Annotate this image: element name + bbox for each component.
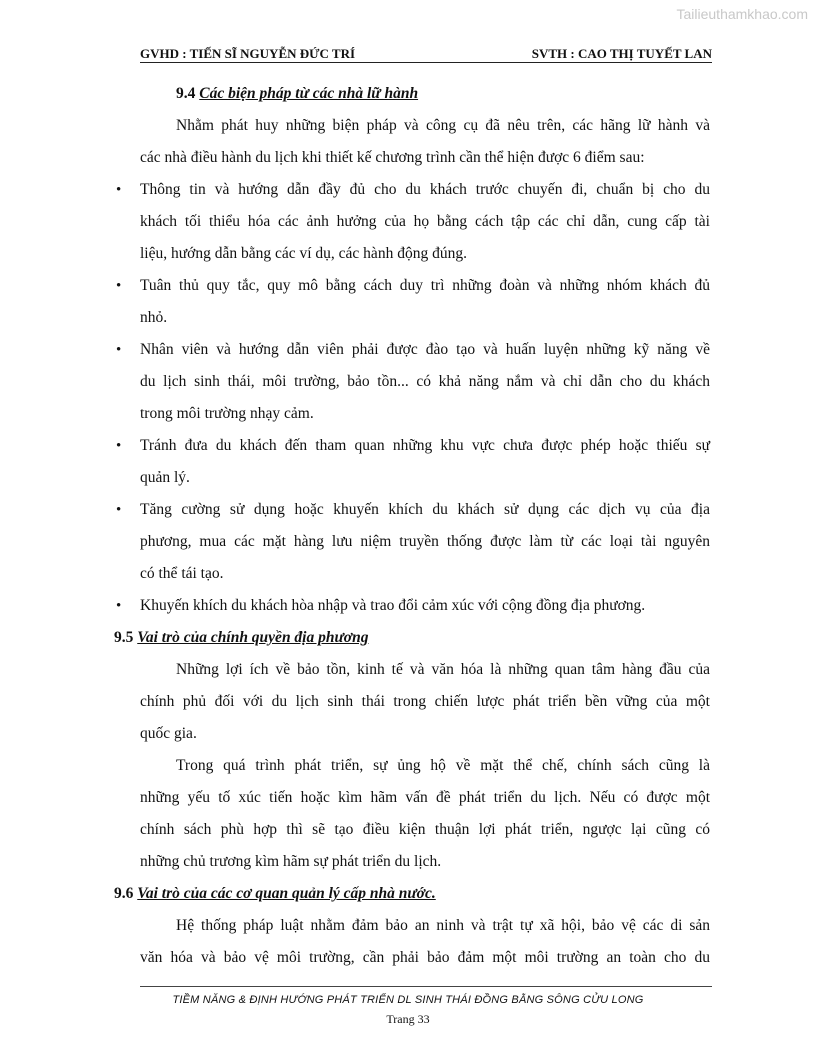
- paragraph-line: những chủ trương kìm hãm sự phát triển du lịch.: [140, 853, 442, 870]
- list-item-line: phương, mua các mặt hàng lưu niệm truyền thống được làm từ các loại tài nguyên: [140, 533, 710, 550]
- header-student: SVTH : CAO THỊ TUYẾT LAN: [531, 46, 712, 61]
- list-item-line: Tăng cường sử dụng hoặc khuyến khích du khách sử dụng các dịch vụ của địa: [140, 501, 710, 518]
- bullet-marker: •: [116, 598, 122, 614]
- section-number: 9.6: [114, 885, 138, 902]
- footer-title: TIỀM NĂNG & ĐỊNH HƯỚNG PHÁT TRIỂN DL SINH THÁI ĐỒNG BẰNG SÔNG CỬU LONG: [172, 994, 644, 1006]
- bullet-marker: •: [116, 342, 122, 358]
- paragraph-line: Những lợi ích về bảo tồn, kinh tế và văn hóa là những quan tâm hàng đầu của: [176, 661, 710, 678]
- bullet-marker: •: [116, 182, 122, 198]
- bullet-marker: •: [116, 438, 122, 454]
- section-number: 9.5: [114, 629, 138, 646]
- header-instructor: GVHD : TIẾN SĨ NGUYỄN ĐỨC TRÍ: [140, 46, 356, 61]
- list-item-line: trong môi trường nhạy cảm.: [140, 405, 314, 422]
- watermark: Tailieuthamkhao.com: [676, 6, 808, 22]
- footer-divider: [140, 986, 712, 987]
- section-title: Vai trò của các cơ quan quản lý cấp nhà nước.: [137, 885, 436, 902]
- page-number: Trang 33: [386, 1012, 430, 1026]
- list-item-line: quản lý.: [140, 469, 190, 486]
- paragraph-line: quốc gia.: [140, 725, 197, 742]
- list-item-line: khách tối thiểu hóa các ảnh hưởng của họ bằng cách tập các chỉ dẫn, cung cấp tài: [140, 213, 710, 230]
- paragraph-line: Nhằm phát huy những biện pháp và công cụ đã nêu trên, các hãng lữ hành và: [176, 117, 710, 134]
- paragraph-line: các nhà điều hành du lịch khi thiết kế chương trình cần thể hiện được 6 điểm sau:: [140, 149, 645, 166]
- paragraph-line: văn hóa và bảo vệ môi trường, cần phải bảo đảm một môi trường an toàn cho du: [140, 949, 710, 966]
- section-title: Vai trò của chính quyền địa phương: [137, 629, 369, 646]
- section-title: Các biện pháp từ các nhà lữ hành: [199, 85, 419, 102]
- section-heading-9-6: [114, 884, 436, 904]
- section-number: 9.4: [176, 85, 200, 102]
- paragraph-line: những yếu tố xúc tiến hoặc kìm hãm vấn đề phát triển du lịch. Nếu có được một: [140, 789, 710, 806]
- list-item-line: Thông tin và hướng dẫn đầy đủ cho du khách trước chuyến đi, chuẩn bị cho du: [140, 181, 710, 198]
- section-heading-9-4: [176, 84, 418, 104]
- bullet-marker: •: [116, 502, 122, 518]
- list-item-line: Nhân viên và hướng dẫn viên phải được đào tạo và huấn luyện những kỹ năng về: [140, 341, 710, 358]
- paragraph-line: Trong quá trình phát triển, sự ủng hộ về mặt thể chế, chính sách cũng là: [176, 757, 710, 774]
- list-item-line: Tuân thủ quy tắc, quy mô bằng cách duy trì những đoàn và những nhóm khách đủ: [140, 277, 710, 294]
- page-header: [140, 46, 712, 63]
- list-item-line: du lịch sinh thái, môi trường, bảo tồn... có khả năng nắm và chỉ dẫn cho du khách: [140, 373, 710, 390]
- paragraph-line: Hệ thống pháp luật nhằm đảm bảo an ninh và trật tự xã hội, bảo vệ các di sản: [176, 917, 710, 934]
- list-item-line: có thể tái tạo.: [140, 565, 224, 582]
- list-item-line: nhỏ.: [140, 309, 168, 326]
- list-item-line: liệu, hướng dẫn bằng các ví dụ, các hành động đúng.: [140, 245, 467, 262]
- list-item-line: Khuyến khích du khách hòa nhập và trao đổi cảm xúc với cộng đồng địa phương.: [140, 597, 646, 614]
- section-heading-9-5: [114, 628, 368, 648]
- paragraph-line: chính phủ đối với du lịch sinh thái trong chiến lược phát triển bền vững của một: [140, 693, 710, 710]
- bullet-marker: •: [116, 278, 122, 294]
- list-item-line: Tránh đưa du khách đến tham quan những khu vực chưa được phép hoặc thiếu sự: [140, 437, 710, 454]
- paragraph-line: chính sách phù hợp thì sẽ tạo điều kiện thuận lợi phát triển, ngược lại cũng có: [140, 821, 710, 838]
